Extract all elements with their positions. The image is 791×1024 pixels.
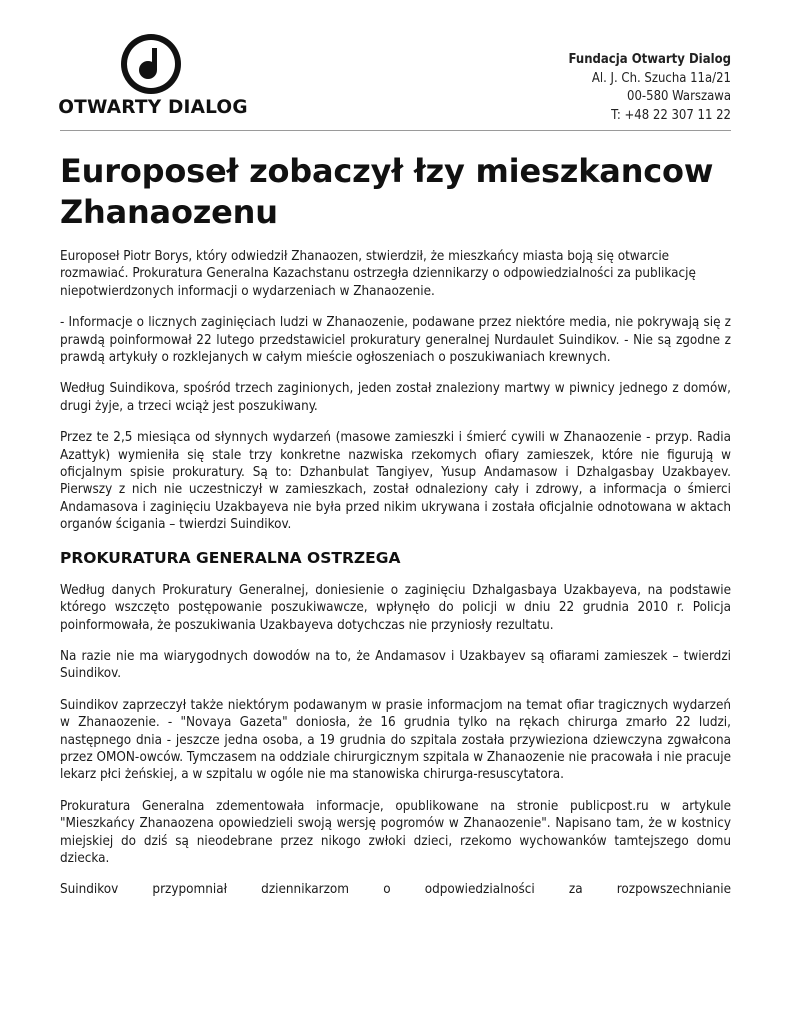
- paragraph-8: Prokuratura Generalna zdementowała informacje, opublikowane na stronie publicpost.ru w artykule "Mieszkańcy Zhanaozena opowiedzieli swoją wersję pogromów w Zhanaozenie". Napisano tam, że w kostnicy miejskiej do dziś są nieodebrane przez nikogo zwłoki dzieci, rzekomo wychowanków tamtejszego domu dziecka.: [60, 798, 731, 866]
- header-divider: [60, 130, 731, 131]
- paragraph-3: Według Suindikova, spośród trzech zaginionych, jeden został znaleziony martwy w piwnicy jednego z domów, drugi żyje, a trzeci wciąż jest poszukiwany.: [60, 381, 731, 414]
- otwarty-dialog-logo-icon: [121, 34, 181, 94]
- paragraph-5: Według danych Prokuratury Generalnej, doniesienie o zaginięciu Dzhalgasbaya Uzakbayeva, na podstawie którego wszczęto postępowanie poszukiwawcze, wpłynęło do policji w dniu 22 grudnia 2010 r. Policja poinformowała, że poszukiwania Uzakbayeva dotychczas nie przyniosły rezultatu.: [60, 582, 731, 633]
- phone-number: T: +48 22 307 11 22: [611, 107, 731, 123]
- paragraph-6: Na razie nie ma wiarygodnych dowodów na to, że Andamasov i Uzakbayev są ofiarami zamieszek – twierdzi Suindikov.: [60, 648, 731, 682]
- org-name: Fundacja Otwarty Dialog: [568, 52, 731, 67]
- logo-text: OTWARTY DIALOG: [58, 97, 248, 118]
- section-heading: PROKURATURA GENERALNA OSTRZEGA: [60, 548, 401, 567]
- organization-logo: [58, 34, 248, 124]
- paragraph-2: - Informacje o licznych zaginięciach ludzi w Zhanaozenie, podawane przez niektóre media, nie pokrywają się z prawdą poinformował 22 lutego przedstawiciel prokuratury generalnej Nurdaulet Suindikov. - Nie są zgodne z prawdą artykuły o rozklejanych w całym mieście ogłoszeniach o poszukiwaniach krewnych.: [60, 315, 731, 366]
- article-title: Europoseł zobaczył łzy mieszkancow Zhanaozenu: [60, 152, 714, 231]
- article-body: [60, 248, 731, 913]
- paragraph-1: Europoseł Piotr Borys, który odwiedził Zhanaozen, stwierdził, że mieszkańcy miasta boją się otwarcie rozmawiać. Prokuratura Generalna Kazachstanu ostrzegła dziennikarzy o odpowiedzialności za publikację niepotwierdzonych informacji o wydarzeniach w Zhanaozenie.: [60, 249, 696, 299]
- paragraph-9: Suindikov przypomniał dziennikarzom o odpowiedzialności za rozpowszechnianie: [60, 882, 731, 898]
- paragraph-4: Przez te 2,5 miesiąca od słynnych wydarzeń (masowe zamieszki i śmierć cywili w Zhanaozenie - przyp. Radia Azattyk) wymieniła się stale trzy konkretne nazwiska rzekomych ofiary zamieszek, które nie figurują w oficjalnym spisie prokuratury. Są to: Dzhanbulat Tangiyev, Yusup Andamasow i Dzhalgasbay Uzakbayev. Pierwszy z nich nie uczestniczył w zamieszkach, został odnaleziony cały i zdrowy, a informacja o śmierci Andamasova i zaginięciu Uzakbayeva nie była przed nikim ukrywana i została oficjalnie odnotowana w aktach organów ścigania – twierdzi Suindikov.: [60, 430, 731, 533]
- address-line-2: 00-580 Warszawa: [627, 89, 731, 104]
- contact-block: [569, 51, 731, 125]
- address-line-1: Al. J. Ch. Szucha 11a/21: [591, 70, 731, 86]
- paragraph-7: Suindikov zaprzeczył także niektórym podawanym w prasie informacjom na temat ofiar tragicznych wydarzeń w Zhanaozenie. - "Novaya Gazeta" doniosła, że 16 grudnia tylko na rękach chirurga zmarło 22 ludzi, następnego dnia - jeszcze jedna osoba, a 19 grudnia do szpitala została przywieziona dziewczyna zgwałcona przez OMON-owców. Tymczasem na oddziale chirurgicznym szpitala w Zhanaozenie nie pracowała i nie pracuje lekarz płci żeńskiej, a w szpitalu w ogóle nie ma stanowiska chirurga-resuscytatora.: [60, 697, 731, 783]
